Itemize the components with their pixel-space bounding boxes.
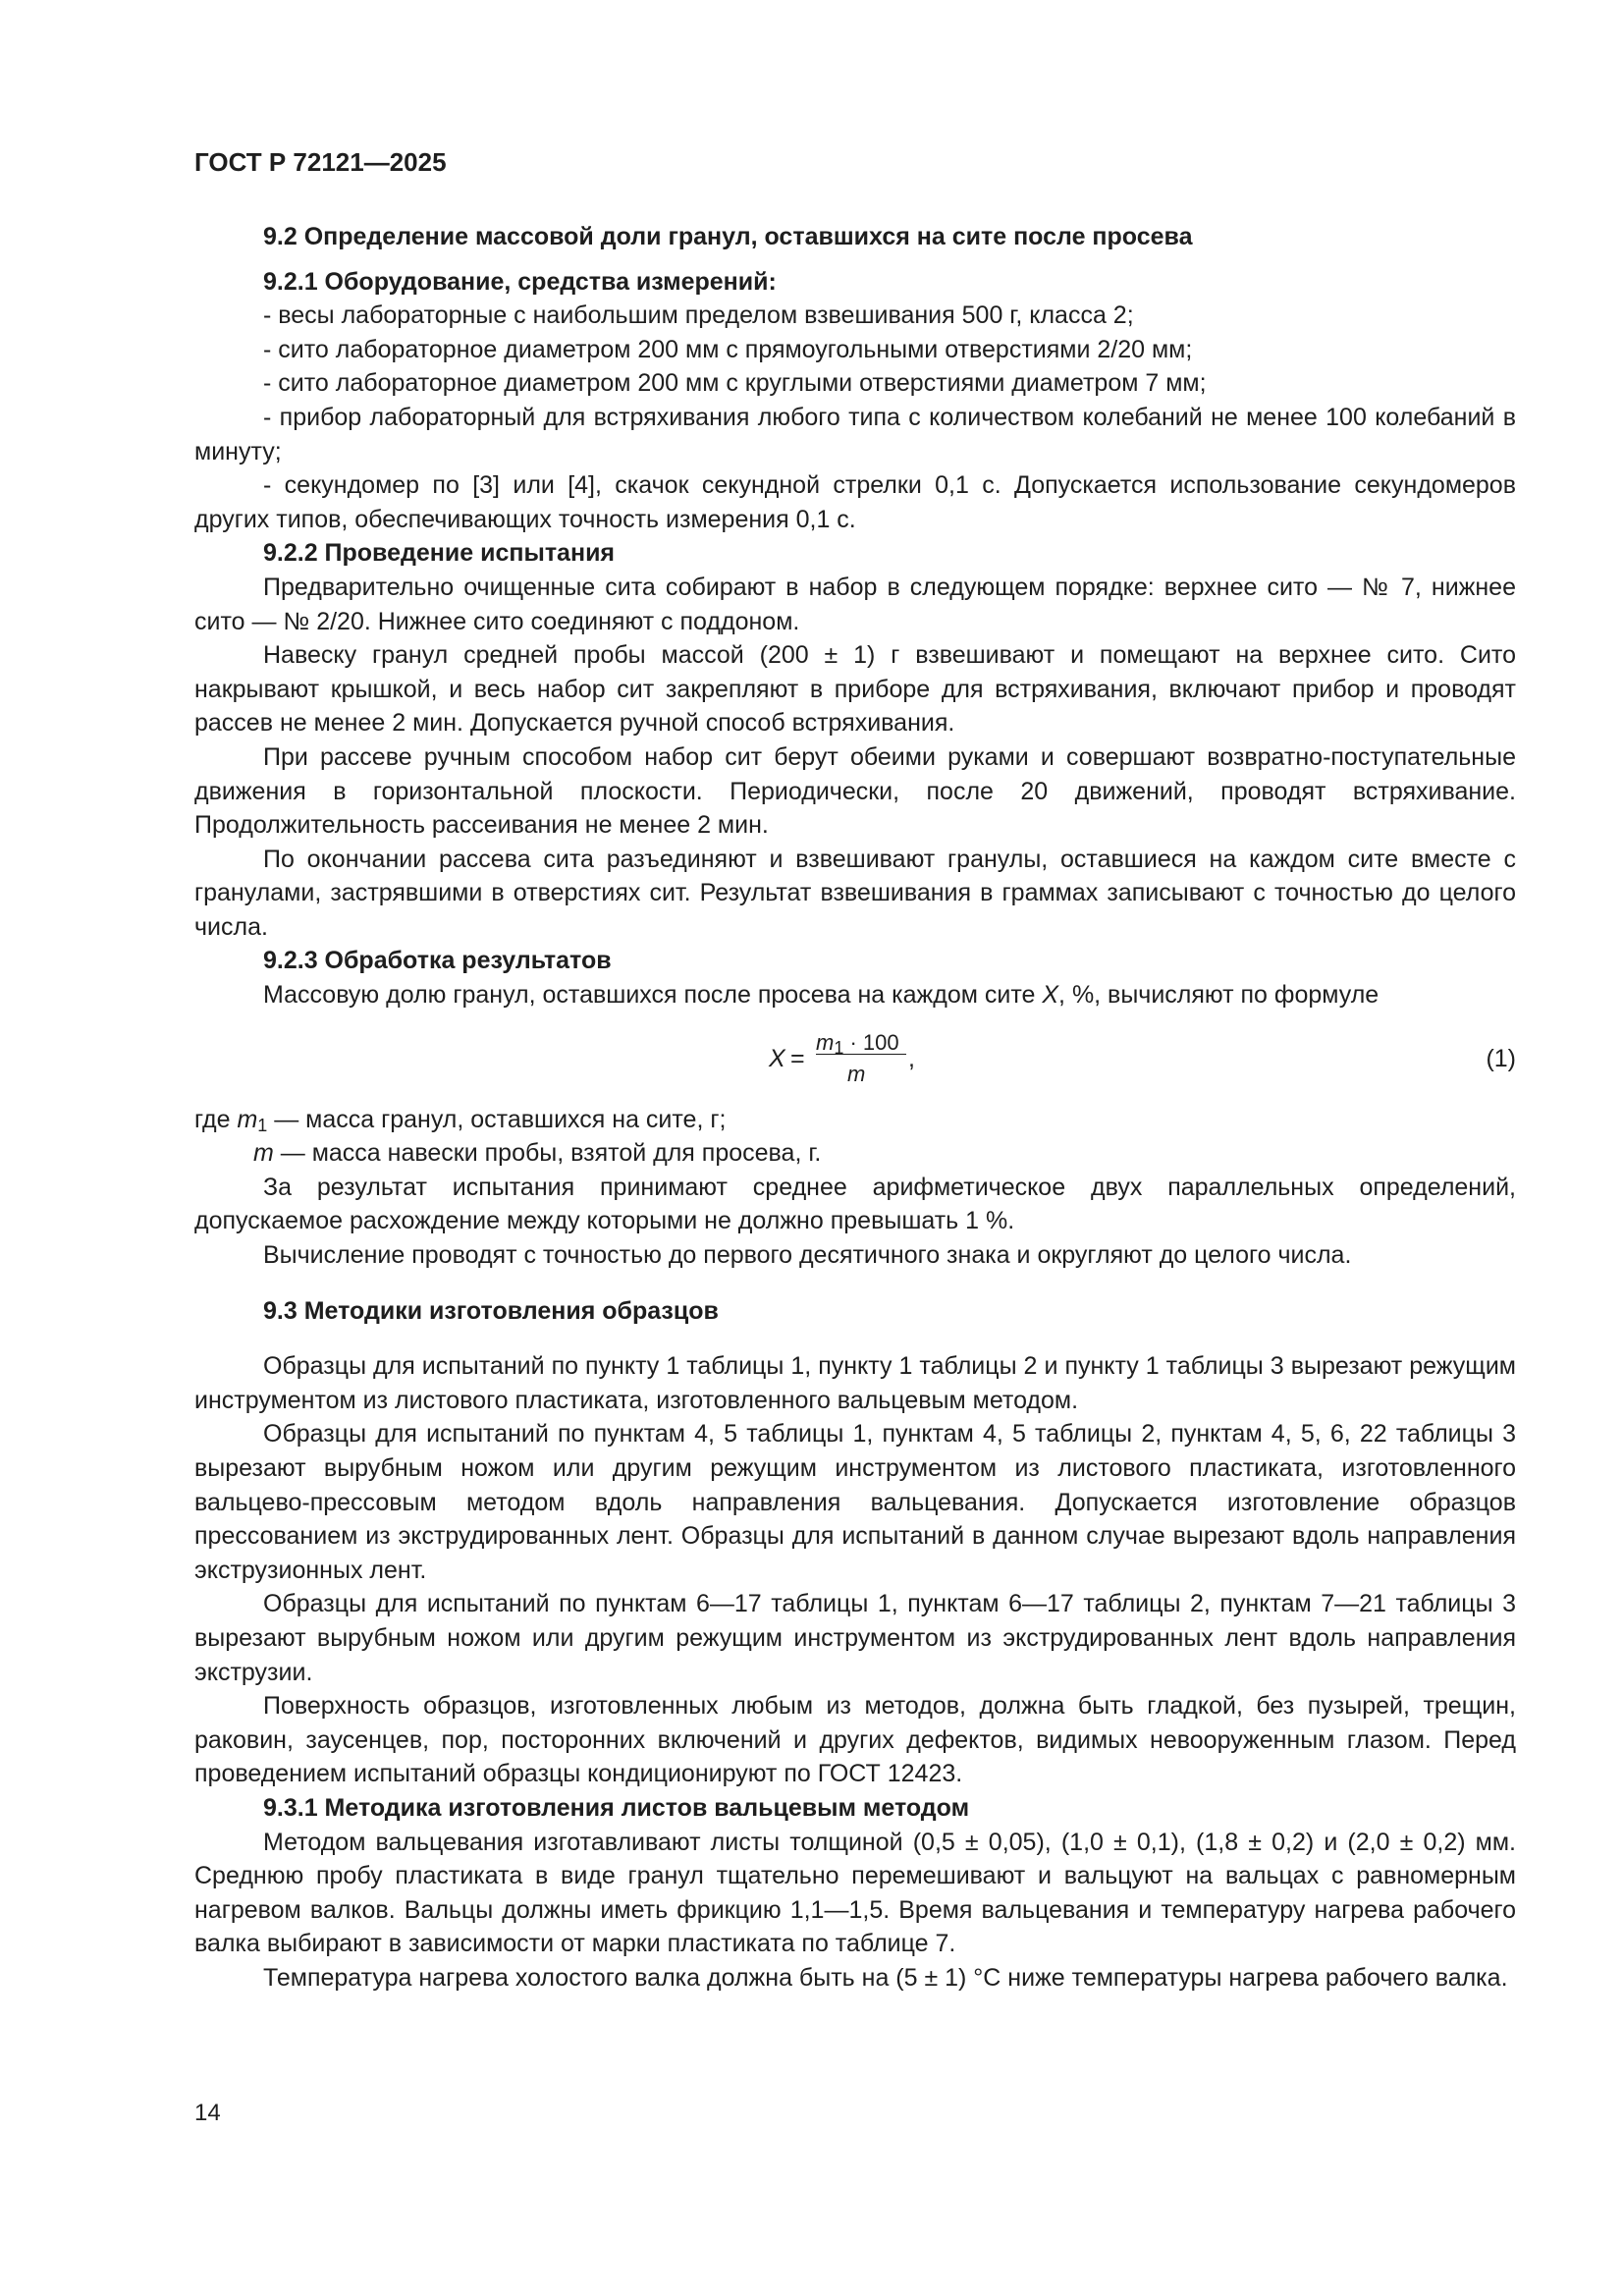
equipment-item: - весы лабораторные с наибольшим пределом взвешивания 500 г, класса 2; [263,301,1134,330]
equipment-item: - сито лабораторное диаметром 200 мм с круглыми отверстиями диаметром 7 мм; [263,369,1207,398]
formula-denominator: m [847,1061,866,1086]
formula-numerator: $m_1 \cdot 100$ [816,1029,899,1058]
paragraph: Вычисление проводят с точностью до первого десятичного знака и округляют до целого числа. [263,1241,1352,1270]
equipment-item: - сито лабораторное диаметром 200 мм с прямоугольными отверстиями 2/20 мм; [263,335,1193,363]
formula-1 [194,1016,1516,1103]
paragraph: Предварительно очищенные сита собирают в набор в следующем порядке: верхнее сито — № 7, нижнее сито — № 2/20. Нижнее сито соединяют с поддоном. [194,573,1516,635]
paragraph: Образцы для испытаний по пункту 1 таблицы 1, пункту 1 таблицы 2 и пункту 1 таблицы 3 вырезают режущим инструментом из листового пластиката, изготовленного вальцевым методом. [194,1352,1516,1414]
paragraph: Образцы для испытаний по пунктам 6—17 таблицы 1, пунктам 6—17 таблицы 2, пунктам 7—21 таблицы 3 вырезают вырубным ножом или другим режущим инструментом из экструдированных лент вдоль направления экструзии. [194,1590,1516,1686]
paragraph: За результат испытания принимают среднее арифметическое двух параллельных определений, допускаемое расхождение между которыми не должно превышать 1 %. [194,1173,1516,1235]
paragraph: Навеску гранул средней пробы массой (200 ± 1) г взвешивают и помещают на верхнее сито. Сито накрывают крышкой, и весь набор сит закрепляют в приборе для встряхивания, включают прибор и проводят рассев не менее 2 мин. Допускается ручной способ встряхивания. [194,641,1516,738]
section-9-2-title: 9.2 Определение массовой доли гранул, оставшихся на сите после просева [263,223,1193,250]
formula-number: (1) [1486,1044,1516,1072]
equipment-item: - прибор лабораторный для встряхивания любого типа с количеством колебаний не менее 100 колебаний в минуту; [194,403,1516,465]
formula-equals: = [790,1044,805,1072]
section-9-3-title: 9.3 Методики изготовления образцов [263,1296,719,1325]
paragraph: Температура нагрева холостого валка должна быть на (5 ± 1) °С ниже температуры нагрева рабочего валка. [263,1963,1508,1992]
paragraph: Методом вальцевания изготавливают листы толщиной (0,5 ± 0,05), (1,0 ± 0,1), (1,8 ± 0,2) и (2,0 ± 0,2) мм. Среднюю пробу пластиката в виде гранул тщательно перемешивают и вальцуют на вальцах с равномерным нагревом валков. Вальцы должны иметь фрикцию 1,1—1,5. Время вальцевания и температуру нагрева рабочего валка выбирают в зависимости от марки пластиката по таблице 7. [194,1828,1516,1958]
document-code: ГОСТ Р 72121—2025 [194,147,447,177]
formula-intro: Массовую долю гранул, оставшихся после просева на каждом сите X, %, вычисляют по формуле [263,981,1380,1010]
section-9-2-3-title: 9.2.3 Обработка результатов [263,947,612,975]
formula-lhs: X [769,1044,785,1072]
where-line-1: где $m_1$ — масса гранул, оставшихся на сите, г; [194,1105,727,1135]
page-number: 14 [194,2100,221,2126]
paragraph: При рассеве ручным способом набор сит берут обеими руками и совершают возвратно-поступательные движения в горизонтальной плоскости. Периодически, после 20 движений, проводят встряхивание. Продолжительность рассеивания не менее 2 мин. [194,742,1516,840]
section-9-2-1-title: 9.2.1 Оборудование, средства измерений: [263,267,777,296]
formula-comma: , [908,1044,915,1072]
fraction-bar [816,1054,906,1055]
equipment-item: - секундомер по [3] или [4], скачок секундной стрелки 0,1 с. Допускается использование секундомеров других типов, обеспечивающих точность измерения 0,1 с. [194,471,1516,533]
document-body [194,220,1516,1995]
paragraph: Образцы для испытаний по пунктам 4, 5 таблицы 1, пунктам 4, 5 таблицы 2, пунктам 4, 5, 6, 22 таблицы 3 вырезают вырубным ножом или другим режущим инструментом из листового пластиката, изготовленного вальцево-прессовым методом вдоль направления вальцевания. Допускается изготовление образцов прессованием из экструдированных лент. Образцы для испытаний в данном случае вырезают вдоль направления экструзионных лент. [194,1420,1516,1584]
where-line-2: m — масса навески пробы, взятой для просева, г. [253,1139,822,1168]
paragraph: Поверхность образцов, изготовленных любым из методов, должна быть гладкой, без пузырей, трещин, раковин, заусенцев, пор, посторонних включений и других дефектов, видимых невооруженным глазом. Перед проведением испытаний образцы кондиционируют по ГОСТ 12423. [194,1692,1516,1788]
paragraph: По окончании рассева сита разъединяют и взвешивают гранулы, оставшиеся на каждом сите вместе с гранулами, застрявшими в отверстиях сит. Результат взвешивания в граммах записывают с точностью до целого числа. [194,845,1516,941]
section-9-2-2-title: 9.2.2 Проведение испытания [263,539,616,568]
section-9-3-1-title: 9.3.1 Методика изготовления листов вальцевым методом [263,1793,970,1822]
